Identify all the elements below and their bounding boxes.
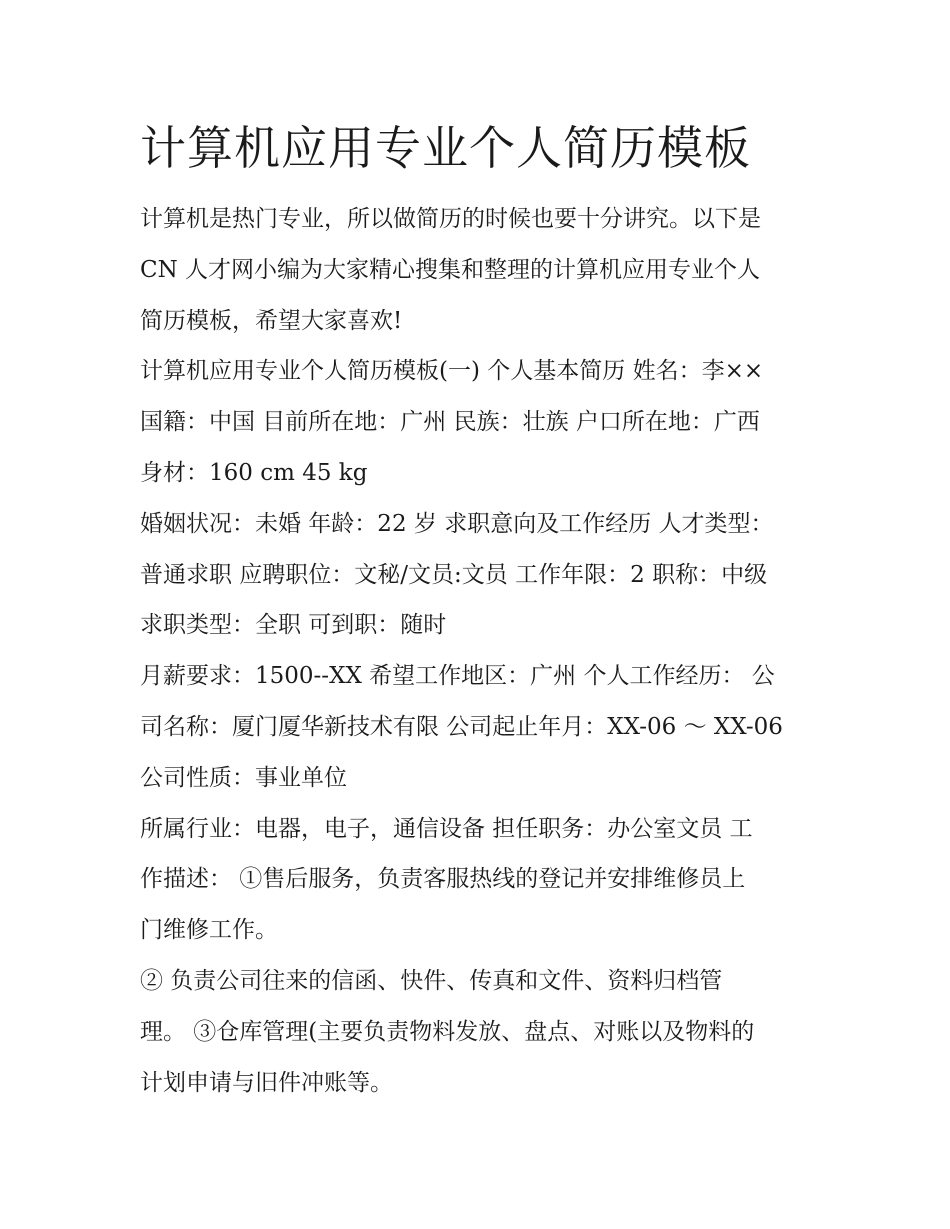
body-line: 公司性质：事业单位 <box>140 764 347 791</box>
body-line: ② 负责公司往来的信函、快件、传真和文件、资料归档管 <box>140 967 723 994</box>
document-page <box>140 110 820 1108</box>
document-title: 计算机应用专业个人简历模板 <box>140 121 751 175</box>
body-line: 月薪要求：1500--XX 希望工作地区：广州 个人工作经历： 公 <box>140 663 775 690</box>
body-line: 计划申请与旧件冲账等。 <box>140 1069 393 1096</box>
body-line: 所属行业：电器，电子，通信设备 担任职务：办公室文员 工 <box>140 815 753 842</box>
body-line: 门维修工作。 <box>140 917 278 944</box>
body-line: 简历模板，希望大家喜欢! <box>140 307 403 334</box>
body-line: 作描述： ①售后服务，负责客服热线的登记并安排维修员上 <box>140 866 746 893</box>
body-line: 身材：160 cm 45 kg <box>140 459 368 486</box>
document-body <box>140 194 820 1108</box>
body-line: 计算机应用专业个人简历模板(一) 个人基本简历 姓名：李×× <box>140 358 764 385</box>
body-line: CN 人才网小编为大家精心搜集和整理的计算机应用专业个人 <box>140 256 761 283</box>
body-line: 婚姻状况：未婚 年龄：22 岁 求职意向及工作经历 人才类型： <box>140 510 774 537</box>
body-line: 普通求职 应聘职位：文秘/文员:文员 工作年限：2 职称：中级 <box>140 561 768 588</box>
body-line: 国籍：中国 目前所在地：广州 民族：壮族 户口所在地：广西 <box>140 409 760 436</box>
body-line: 计算机是热门专业，所以做简历的时候也要十分讲究。以下是 <box>140 206 761 232</box>
body-line: 司名称：厦门厦华新技术有限 公司起止年月：XX-06 ～ XX-06 <box>140 713 783 740</box>
body-line: 理。 ③仓库管理(主要负责物料发放、盘点、对账以及物料的 <box>140 1018 755 1045</box>
body-line: 求职类型：全职 可到职：随时 <box>140 612 447 639</box>
